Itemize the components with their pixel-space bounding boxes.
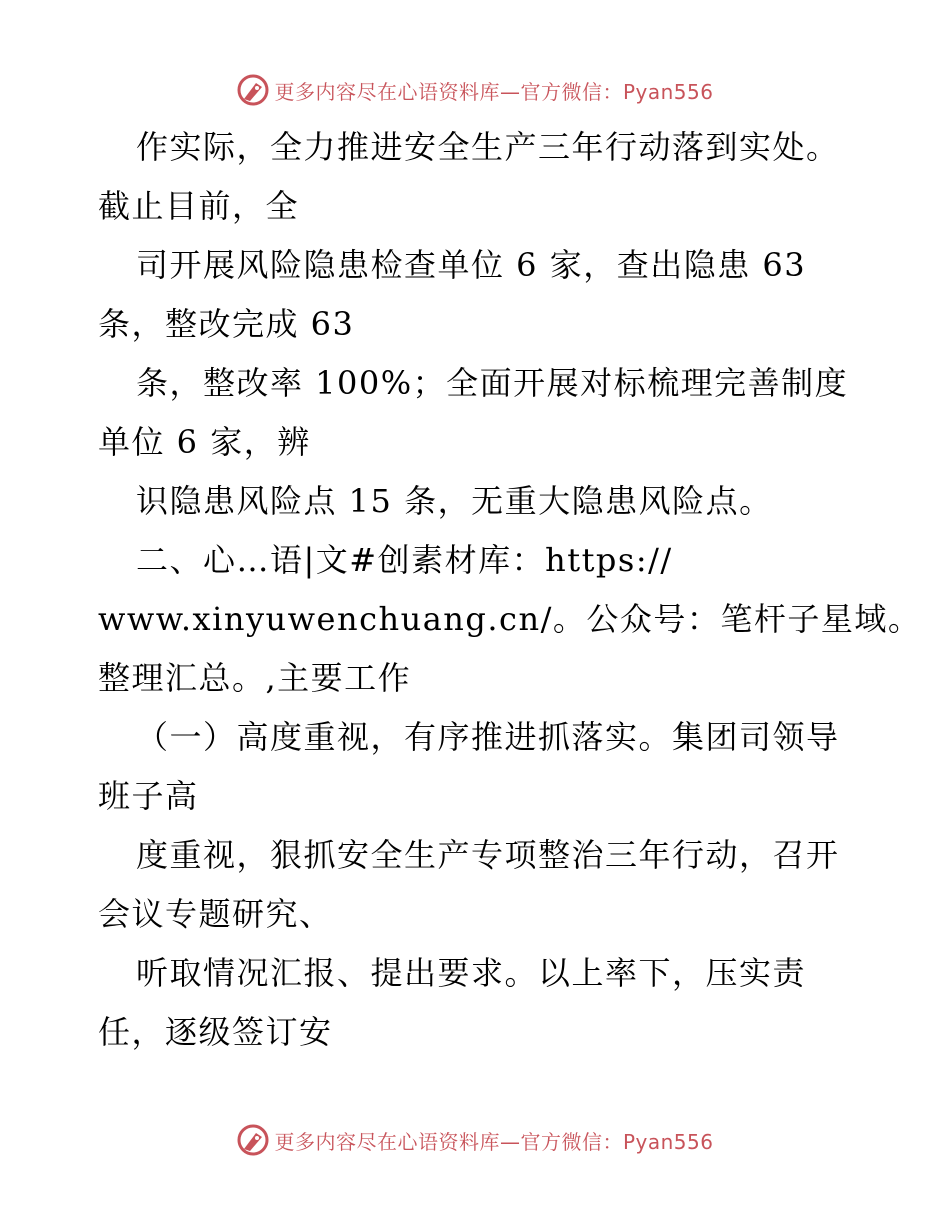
footer-banner-text: 更多内容尽在心语资料库—官方微信：Pyan556 xyxy=(274,1129,714,1154)
document-body xyxy=(98,118,922,1062)
body-line: （一）高度重视，有序推进抓落实。集团司领导 xyxy=(136,718,840,756)
header-banner-text: 更多内容尽在心语资料库—官方微信：Pyan556 xyxy=(274,79,714,104)
body-line: 二、心…语|文#创素材库：https:// xyxy=(136,541,673,579)
body-line: 度重视，狠抓安全生产专项整治三年行动，召开 xyxy=(136,836,840,874)
header-banner xyxy=(0,70,950,110)
pen-nib-logo-icon xyxy=(236,1123,270,1157)
body-line: 班子高 xyxy=(98,777,199,815)
body-line: www.xinyuwenchuang.cn/。公众号：笔杆子星域。 xyxy=(98,600,922,638)
footer-banner xyxy=(0,1120,950,1160)
body-line: 会议专题研究、 xyxy=(98,895,333,933)
body-line: 任，逐级签订安 xyxy=(98,1013,333,1051)
body-line: 作实际，全力推进安全生产三年行动落到实处。 xyxy=(136,128,840,166)
body-line: 单位 6 家，辨 xyxy=(98,423,311,461)
body-line: 截止目前，全 xyxy=(98,187,300,225)
body-line: 听取情况汇报、提出要求。以上率下，压实责 xyxy=(136,954,807,992)
body-line: 司开展风险隐患检查单位 6 家，查出隐患 63 xyxy=(136,246,807,284)
body-line: 条，整改率 100%；全面开展对标梳理完善制度 xyxy=(136,364,849,402)
pen-nib-logo-icon xyxy=(236,73,270,107)
body-line: 整理汇总。,主要工作 xyxy=(98,659,412,697)
body-line: 条，整改完成 63 xyxy=(98,305,355,343)
body-line: 识隐患风险点 15 条，无重大隐患风险点。 xyxy=(136,482,773,520)
